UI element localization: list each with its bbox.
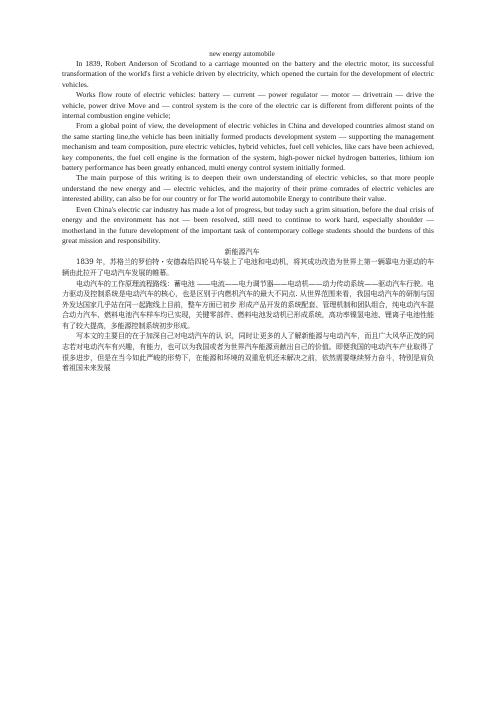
english-title: new energy automobile	[209, 50, 275, 58]
chinese-paragraph: 1839 年，苏格兰的罗伯特・安德森给四轮马车装上了电池和电动机，将其成功改造为世界上第一辆靠电力驱动的车辆由此拉开了电动汽车发展的帷幕。	[62, 257, 434, 277]
chinese-paragraph: 电动汽车的工作原理流程路线：蓄电池 ——电流——电力调节器——电动机——动力传动系统——驱动汽车行驶。电力驱动及控制系统是电动汽车的核心，也是区别于内燃机汽车的最大不同点. 从世界范围来看，我国电动汽车的研制与国外发达国家几乎站在同一起跑线上目前，整车方面已初步 形成产品开发的系统配套、管理机制和团队组合，纯电动汽车混合动力汽车、燃料电池汽车样车均已实现，关键零部件、燃料电池发动机已形成系统，高功率镍氢电池、锂离子电池性能有了较大提高，多能源控制系统初步形成。	[62, 278, 434, 330]
document-body	[62, 49, 434, 374]
chinese-paragraph: 写本文的主要目的在于加深自己对电动汽车的认 识，同时让更多的人了解新能源与电动汽车，而且广大风华正茂的同志若对电动汽车有兴趣，有能力，也可以为我国或者为世界汽车能源贡献出自己的价值。即便我国的电动汽车产业取得了很多进步，但是在当今如此严峻的形势下，在能源和环境的双重危机还未解决之前，依然需要继续努力奋斗，特别是肩负着祖国未来发展	[62, 331, 434, 373]
english-paragraph: The main purpose of this writing is to deepen their own understanding of electric vehicles, so that more people understand the new energy and — electric vehicles, and the majority of their prime comrades of electric vehicles are interested ability, can also be for our country or for The world automobile Energy to contribute their value.	[62, 173, 434, 204]
english-paragraph: Even China's electric car industry has made a lot of progress, but today such a grim situation, before the dual crisis of energy and the environment has not — been resolved, still need to continue to work hard, especially shoulder — motherland in the future development of the important task of contemporary college students should the burdens of this great mission and responsibility.	[62, 204, 434, 245]
english-paragraph: In 1839, Robert Anderson of Scotland to a carriage mounted on the battery and the electric motor, its successful transformation of the world's first a vehicle driven by electricity, which opened the curtain for the development of electric vehicles.	[62, 59, 434, 89]
english-paragraph: Works flow route of electric vehicles: battery — current — power regulator — motor — drivetrain — drive the vehicle, power drive Move and — control system is the core of the electric car is different from different points of the internal combustion engine vehicle;	[62, 90, 434, 121]
chinese-title: 新能源汽车	[224, 248, 260, 257]
english-paragraph: From a global point of view, the development of electric vehicles in China and developed countries almost stand on the same starting line,the vehicle has been initially formed products development system — supporting the management mechanism and team composition, pure electric vehicles, hybrid vehicles, fuel cell vehicles, like cars have been achieved, key components, the fuel cell engine is the formation of the system, high-power nickel hydrogen batteries, lithium ion battery performance has been greatly enhanced, multi energy control system initially formed.	[62, 121, 434, 173]
